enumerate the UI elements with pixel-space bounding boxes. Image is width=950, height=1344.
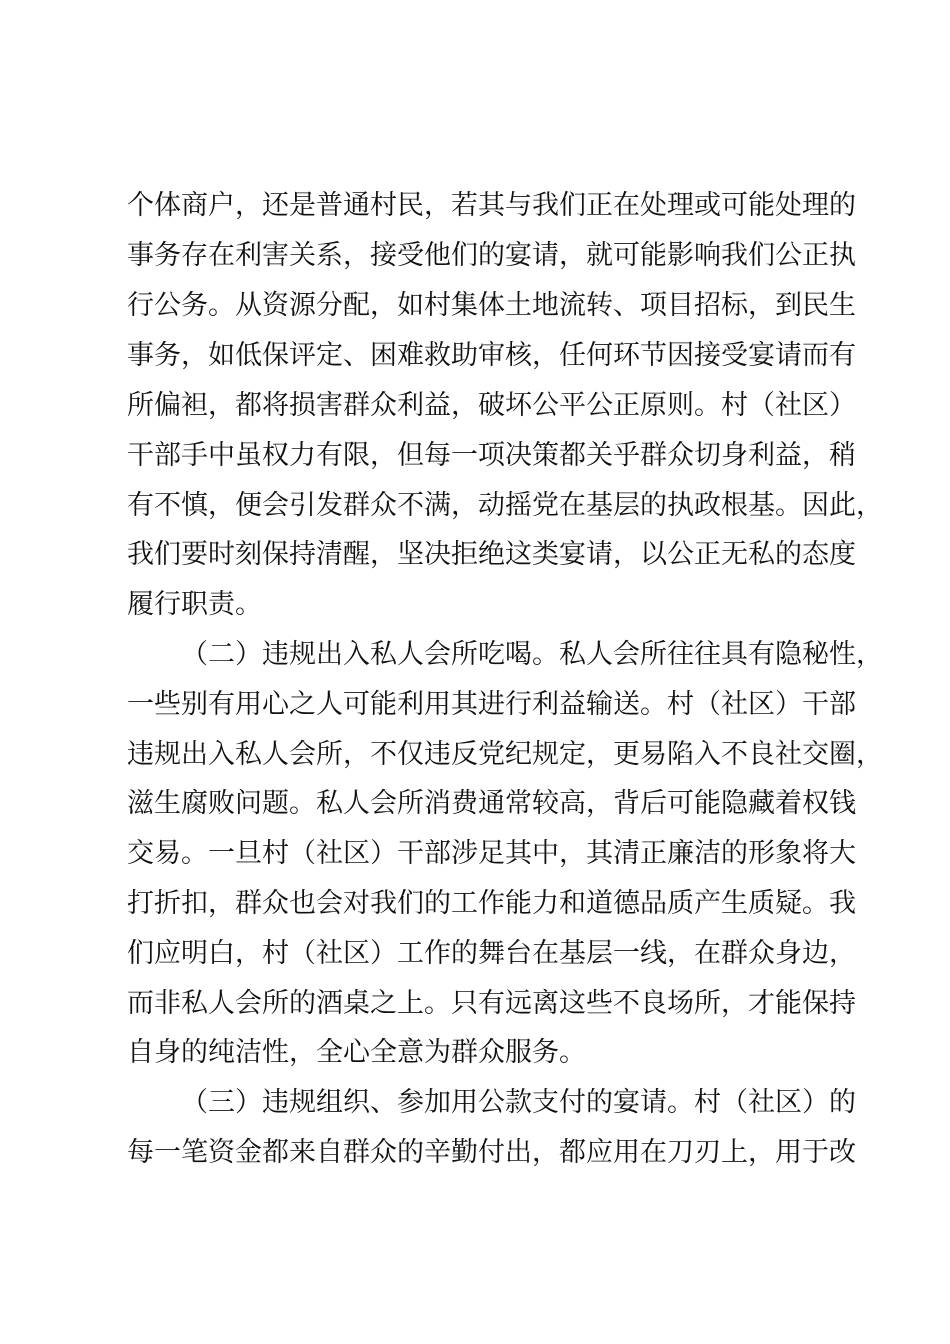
- paragraph-line: 打折扣，群众也会对我们的工作能力和道德品质产生质疑。我: [127, 888, 856, 919]
- paragraph-line: 每一笔资金都来自群众的辛勤付出，都应用在刀刃上，用于改: [127, 1137, 856, 1168]
- section-heading-line: （三）违规组织、参加用公款支付的宴请。村（社区）的: [181, 1087, 856, 1118]
- paragraph-line: 违规出入私人会所，不仅违反党纪规定，更易陷入不良社交圈，: [127, 739, 883, 770]
- paragraph-line: 有不慎，便会引发群众不满，动摇党在基层的执政根基。因此，: [127, 490, 883, 521]
- paragraph-line: 滋生腐败问题。私人会所消费通常较高，背后可能隐藏着权钱: [127, 788, 856, 819]
- paragraph-line: 们应明白，村（社区）工作的舞台在基层一线，在群众身边，: [127, 938, 856, 969]
- paragraph-line: 交易。一旦村（社区）干部涉足其中，其清正廉洁的形象将大: [127, 838, 856, 869]
- paragraph-line: 干部手中虽权力有限，但每一项决策都关乎群众切身利益，稍: [127, 440, 856, 471]
- paragraph-line: 我们要时刻保持清醒，坚决拒绝这类宴请，以公正无私的态度: [127, 539, 856, 570]
- section-heading-line: （二）违规出入私人会所吃喝。私人会所往往具有隐秘性，: [181, 639, 883, 670]
- paragraph-line: 事务存在利害关系，接受他们的宴请，就可能影响我们公正执: [127, 240, 856, 271]
- paragraph-line: 履行职责。: [127, 589, 262, 620]
- paragraph-line: 行公务。从资源分配，如村集体土地流转、项目招标，到民生: [127, 290, 856, 321]
- paragraph-line: 一些别有用心之人可能利用其进行利益输送。村（社区）干部: [127, 689, 856, 720]
- paragraph-line: 所偏袒，都将损害群众利益，破坏公平公正原则。村（社区）: [127, 390, 856, 421]
- paragraph-line: 事务，如低保评定、困难救助审核，任何环节因接受宴请而有: [127, 340, 856, 371]
- paragraph-line: 自身的纯洁性，全心全意为群众服务。: [127, 1037, 586, 1068]
- paragraph-line: 个体商户，还是普通村民，若其与我们正在处理或可能处理的: [127, 190, 856, 221]
- paragraph-line: 而非私人会所的酒桌之上。只有远离这些不良场所，才能保持: [127, 988, 856, 1019]
